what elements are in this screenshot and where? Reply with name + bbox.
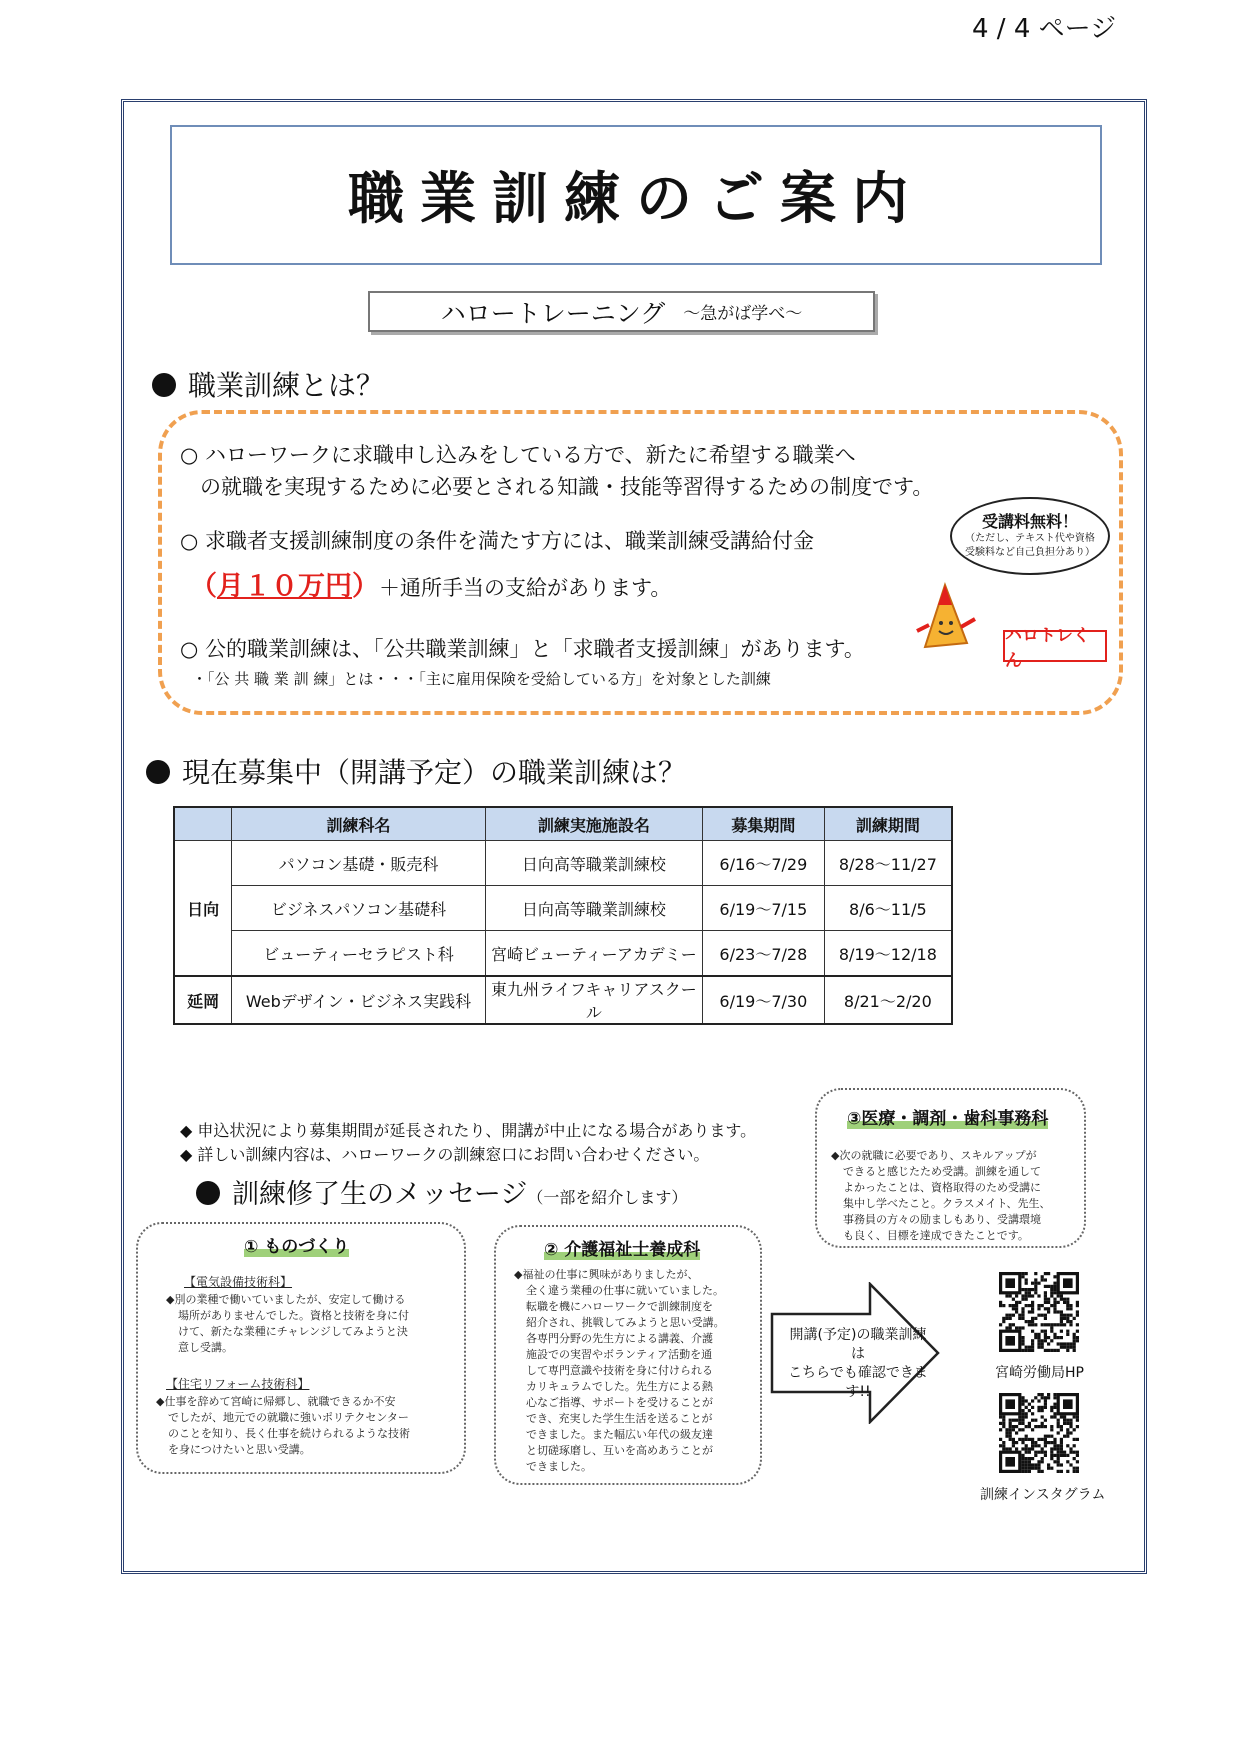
message-box-monozukuri xyxy=(136,1222,466,1474)
text-line: 施設での実習やボランティア活動を通 xyxy=(526,1348,713,1361)
table-cell: 8/28～11/27 xyxy=(824,841,952,886)
title-box xyxy=(170,125,1102,265)
qr-code-instagram-icon[interactable] xyxy=(999,1393,1079,1473)
text-line: よかったことは、資格取得のため受講に xyxy=(843,1181,1041,1194)
table-cell: 6/16～7/29 xyxy=(703,841,825,886)
page-number: 4 / 4 ページ xyxy=(972,14,1117,44)
table-header-cell: 訓練科名 xyxy=(232,807,485,841)
box1-course1: 【電気設備技術科】 xyxy=(184,1275,293,1289)
course-table xyxy=(173,806,953,1025)
text-line: 各専門分野の先生方による講義、介護 xyxy=(526,1332,713,1345)
qr1-label: 宮崎労働局HP xyxy=(995,1365,1084,1381)
qr2-label: 訓練インスタグラム xyxy=(980,1487,1106,1503)
table-header-cell: 訓練期間 xyxy=(824,807,952,841)
about-para1: ○ ハローワークに求職申し込みをしている方で、新たに希望する職業へ xyxy=(180,443,856,467)
text-line: でき、充実した学生生活を送ることが xyxy=(526,1412,713,1425)
table-cell: 日向高等職業訓練校 xyxy=(485,841,702,886)
allowance-amount: （月１０万円）＋通所手当の支給があります。 xyxy=(190,571,672,602)
table-cell: 6/19～7/15 xyxy=(703,886,825,931)
about-para3-note: ・「公 共 職 業 訓 練」とは・・・「主に雇用保険を受給している方」を対象とした訓練 xyxy=(192,670,771,688)
text-line: 集中し学べたこと。クラスメイト、先生、 xyxy=(843,1197,1051,1210)
table-cell: 宮崎ビューティーアカデミー xyxy=(485,931,702,977)
subtitle-main: ハロートレーニング xyxy=(440,298,666,328)
table-header-cell: 訓練実施施設名 xyxy=(485,807,702,841)
table-row xyxy=(174,886,952,931)
message-box-kaigo xyxy=(494,1225,762,1485)
text-line: ◆福祉の仕事に興味がありましたが、 xyxy=(514,1268,699,1281)
table-cell: 東九州ライフキャリアスクール xyxy=(485,976,702,1024)
hellotore-logo: ハロトレくん xyxy=(1003,630,1107,662)
text-line: できました。また幅広い年代の級友達 xyxy=(526,1428,713,1441)
text-line: と切磋琢磨し、互いを高めあうことが xyxy=(526,1444,713,1457)
about-para2: ○ 求職者支援訓練制度の条件を満たす方には、職業訓練受講給付金 xyxy=(180,529,814,553)
arrow-text: 開講(予定)の職業訓練は こちらでも確認できます!! xyxy=(788,1327,928,1400)
bullet-icon xyxy=(146,760,170,784)
table-cell: 8/21～2/20 xyxy=(824,976,952,1024)
section1-heading: 職業訓練とは？ xyxy=(152,364,384,404)
free-tuition-bubble: 受講料無料！ （ただし、テキスト代や資格 受験料など自己負担分あり） xyxy=(950,497,1110,575)
text-line: して専門意識や技術を身に付けられる xyxy=(526,1364,713,1377)
subtitle-box xyxy=(368,291,875,332)
text-line: も良く、目標を達成できたことです。 xyxy=(843,1229,1029,1242)
box1-title: ① ものづくり xyxy=(244,1237,350,1257)
about-para1-cont: の就職を実現するために必要とされる知識・技能等習得するための制度です。 xyxy=(200,475,934,499)
table-cell: 日向高等職業訓練校 xyxy=(485,886,702,931)
box1-text2: ◆仕事を辞めて宮崎に帰郷し、就職できるか不安 でしたが、地元での就職に強いポリテクセンター のことを知り、長く仕事を続けられるような技術 を身につけたいと思い受講。 xyxy=(156,1395,410,1456)
table-cell: 6/23～7/28 xyxy=(703,931,825,977)
box1-text1: ◆別の業種で働いていましたが、安定して働ける 場所がありませんでした。資格と技術を身に付 けて、新たな業種にチャレンジしてみようと決 意し受講。 xyxy=(166,1293,409,1354)
table-row xyxy=(174,931,952,977)
text-line: 事務員の方々の励ましもあり、受講環境 xyxy=(843,1213,1041,1226)
box3-title: ③医療・調剤・歯科事務科 xyxy=(847,1109,1049,1129)
text-line: カリキュラムでした。先生方による熱 xyxy=(526,1380,713,1393)
text-line: 全く違う業種の仕事に就いていました。 xyxy=(526,1284,724,1297)
region-cell: 延岡 xyxy=(174,976,232,1024)
region-cell: 日向 xyxy=(174,841,232,977)
text-line: できました。 xyxy=(526,1460,592,1473)
table-row xyxy=(174,976,952,1024)
table-cell: 8/6～11/5 xyxy=(824,886,952,931)
text-line: 紹介され、挑戦してみようと思い受講。 xyxy=(526,1316,725,1329)
section3-heading: 訓練修了生のメッセージ（一部を紹介します） xyxy=(196,1172,687,1211)
qr-code-rodokyoku-icon[interactable] xyxy=(999,1272,1079,1352)
text-line: ◆次の就職に必要であり、スキルアップが xyxy=(831,1149,1037,1162)
box2-title: ② 介護福祉士養成科 xyxy=(544,1240,701,1260)
bullet-icon xyxy=(152,373,176,397)
box2-text xyxy=(514,1267,725,1475)
subtitle-sub: ～急がば学べ～ xyxy=(683,304,803,324)
table-row xyxy=(174,841,952,886)
table-header-row xyxy=(174,807,952,841)
table-cell: ビューティーセラピスト科 xyxy=(232,931,485,977)
table-cell: 6/19～7/30 xyxy=(703,976,825,1024)
text-line: 転職を機にハローワークで訓練制度を xyxy=(526,1300,713,1313)
bullet-icon xyxy=(196,1181,220,1205)
box1-course2: 【住宅リフォーム技術科】 xyxy=(166,1377,310,1391)
text-line: できると感じたため受講。訓練を通して xyxy=(843,1165,1041,1178)
section2-heading: 現在募集中（開講予定）の職業訓練は？ xyxy=(146,751,686,791)
page-title: 職業訓練のご案内 xyxy=(348,167,924,232)
mascot-pencil-icon xyxy=(905,575,985,655)
table-cell: パソコン基礎・販売科 xyxy=(232,841,485,886)
note-inquiry: ◆ 詳しい訓練内容は、ハローワークの訓練窓口にお問い合わせください。 xyxy=(180,1145,710,1164)
table-header-cell xyxy=(174,807,232,841)
note-extension: ◆ 申込状況により募集期間が延長されたり、開講が中止になる場合があります。 xyxy=(180,1121,757,1140)
box3-text xyxy=(831,1148,1050,1244)
about-para3: ○ 公的職業訓練は、「公共職業訓練」と「求職者支援訓練」があります。 xyxy=(180,637,865,661)
table-cell: ビジネスパソコン基礎科 xyxy=(232,886,485,931)
table-cell: Webデザイン・ビジネス実践科 xyxy=(232,976,485,1024)
message-box-iryo xyxy=(815,1088,1086,1248)
text-line: 心なご指導、サポートを受けることが xyxy=(526,1396,713,1409)
table-header-cell: 募集期間 xyxy=(703,807,825,841)
table-cell: 8/19～12/18 xyxy=(824,931,952,977)
